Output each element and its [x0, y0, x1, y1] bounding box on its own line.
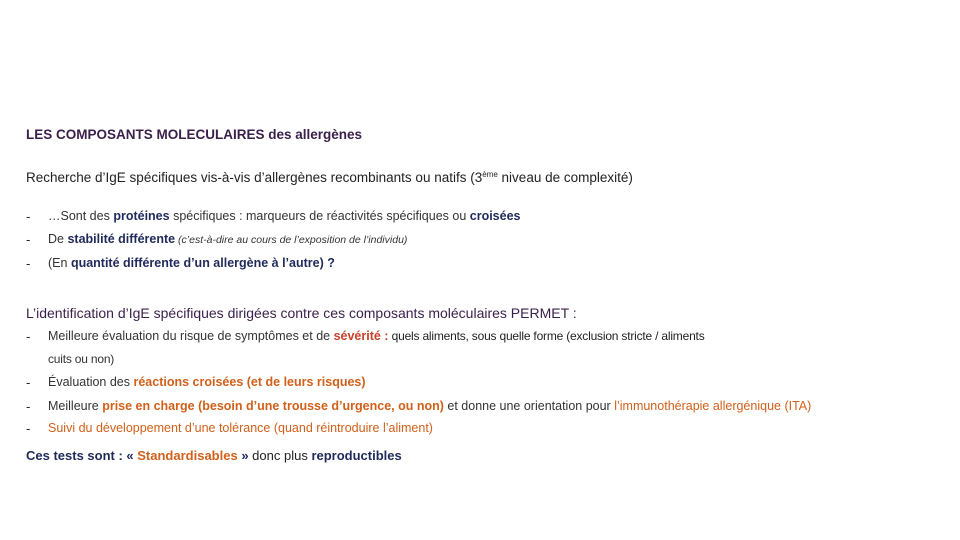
bullet-highlight: (et de leurs risques) — [243, 375, 366, 389]
bullet-item-tolerance: Suivi du développement d’une tolérance (quand réintroduire l’aliment) — [48, 421, 433, 435]
bullet-highlight: sévérité : — [333, 329, 389, 343]
bullet-item-severity — [48, 329, 705, 343]
bullet-note: (c’est-à-dire au cours de l’exposition de l’individu) — [175, 234, 408, 246]
bullet-dash: - — [26, 399, 31, 414]
bullet-item-care — [48, 399, 811, 413]
bullet-bold: quantité différente d’un allergène à l’autre) ? — [70, 256, 335, 270]
bullet-dash: - — [26, 256, 31, 271]
conclusion-line — [26, 448, 402, 464]
conclusion-text: Ces tests sont : « — [26, 448, 138, 463]
bullet-item-quantity — [48, 256, 335, 270]
bullet-highlight: prise en charge — [102, 399, 195, 413]
conclusion-highlight: Standardisables — [137, 448, 238, 463]
bullet-text: Évaluation des — [48, 375, 134, 389]
conclusion-bold: reproductibles — [311, 448, 402, 463]
bullet-text: …Sont des — [48, 209, 114, 223]
subtitle-text-end: niveau de complexité) — [497, 170, 633, 185]
bullet-text: Meilleure — [48, 399, 103, 413]
bullet-text: De — [48, 232, 68, 246]
conclusion-text: » — [237, 448, 253, 463]
bullet-dash: - — [26, 232, 31, 247]
bullet-text: quels aliments, sous quelle forme (exclusion stricte / aliments — [388, 329, 705, 343]
bullet-item-proteins — [48, 209, 520, 223]
bullet-text: et donne une orientation pour — [443, 399, 615, 413]
bullet-item-severity-continued: cuits ou non) — [48, 352, 115, 366]
slide-title: LES COMPOSANTS MOLECULAIRES des allergènes — [26, 127, 363, 142]
subtitle-text: Recherche d’IgE spécifiques vis-à-vis d’allergènes recombinants ou natifs (3 — [26, 170, 483, 185]
bullet-highlight: l’immunothérapie allergénique (ITA) — [614, 399, 812, 413]
bullet-item-stability — [48, 232, 407, 246]
bullet-text: Meilleure évaluation du risque de symptômes et de — [48, 329, 334, 343]
bullet-bold: protéines — [113, 209, 170, 223]
bullet-bold: croisées — [469, 209, 521, 223]
bullet-dash: - — [26, 375, 31, 390]
bullet-dash: - — [26, 329, 31, 344]
bullet-highlight: réactions croisées — [133, 375, 244, 389]
bullet-item-cross-reactions — [48, 375, 366, 389]
bullet-text: (En — [48, 256, 71, 270]
bullet-bold: stabilité différente — [67, 232, 176, 246]
section-heading: L’identification d’IgE spécifiques dirigées contre ces composants moléculaires PERMET : — [26, 305, 577, 321]
bullet-dash: - — [26, 209, 31, 224]
subtitle-superscript: ème — [482, 170, 498, 179]
bullet-dash: - — [26, 421, 31, 436]
conclusion-text: donc plus — [252, 448, 312, 463]
bullet-text: spécifiques : marqueurs de réactivités spécifiques ou — [169, 209, 470, 223]
subtitle — [26, 167, 633, 186]
bullet-highlight: (besoin d’une trousse d’urgence, ou non) — [194, 399, 444, 413]
